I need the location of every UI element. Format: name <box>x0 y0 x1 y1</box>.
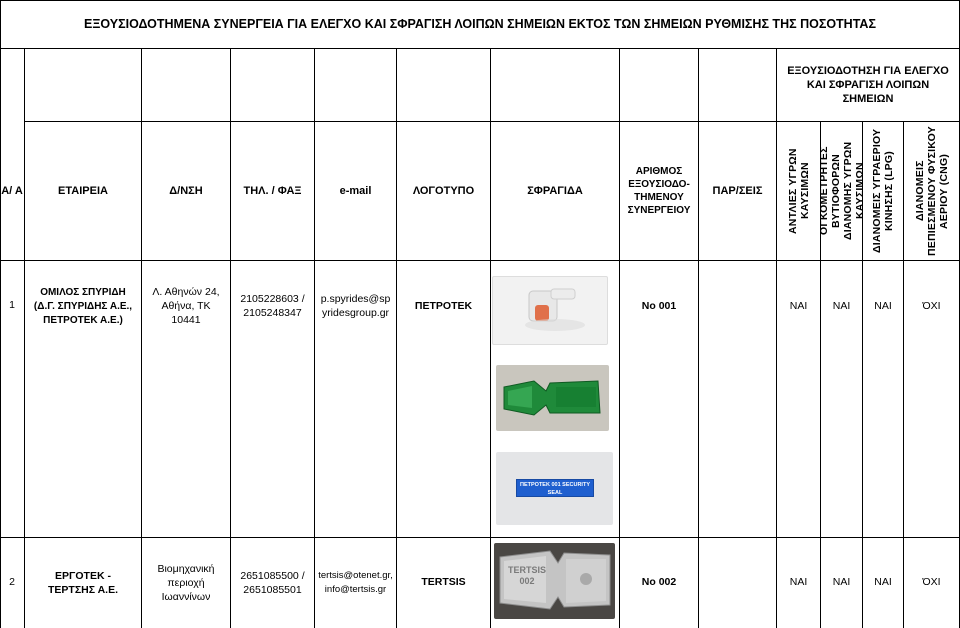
header-seal: ΣΦΡΑΓΙΔΑ <box>527 184 583 197</box>
header-branches: ΠΑΡ/ΣΕΙΣ <box>712 184 763 197</box>
row-lpg: ΝΑΙ <box>874 300 892 312</box>
header-number: ΑΡΙΘΜΟΣ ΕΞΟΥΣΙΟΔΟ-ΤΗΜΕΝΟΥ ΣΥΝΕΡΓΕΙΟΥ <box>627 165 691 216</box>
seal-photo-blue <box>496 452 613 525</box>
header-aa: Α/ Α <box>1 184 23 197</box>
row-email[interactable]: tertsis@otenet.gr, info@tertsis.gr <box>318 570 393 595</box>
header-logo: ΛΟΓΟΤΥΠΟ <box>412 184 475 197</box>
page-title: ΕΞΟΥΣΙΟΔΟΤΗΜΕΝΑ ΣΥΝΕΡΓΕΙΑ ΓΙΑ ΕΛΕΓΧΟ ΚΑΙ ΣΦΡΑΓΙΣΗ ΛΟΙΠΩΝ ΣΗΜΕΙΩΝ ΕΚΤΟΣ ΤΩΝ ΣΗΜΕΙΩΝ ΡΥΘΜΙΣΗΣ ΤΗΣ ΠΟΣΟΤΗΤΑΣ <box>84 17 876 31</box>
row-logo: ΠΕΤΡΟΤΕΚ <box>414 300 473 312</box>
header-pumps: ΑΝΤΛΙΕΣ ΥΓΡΩΝ ΚΑΥΣΙΜΩΝ <box>786 147 811 234</box>
row-lpg: ΝΑΙ <box>874 576 892 588</box>
silver-seal-label: TERTSIS 002 <box>507 565 546 586</box>
row-address: Βιομηχανική περιοχή Ιωαννίνων <box>157 563 215 603</box>
row-cng: ΌΧΙ <box>922 576 941 588</box>
row-email[interactable]: p.spyrides@spyridesgroup.gr <box>320 293 391 319</box>
row-number: Νο 001 <box>641 300 677 312</box>
row-pumps: ΝΑΙ <box>789 576 808 588</box>
header-meters-cell <box>817 121 866 260</box>
row-address: Λ. Αθηνών 24, Αθήνα, ΤΚ 10441 <box>152 286 220 326</box>
plastic-seal-drawing <box>493 277 607 344</box>
row-phone: 2651085500 / 2651085501 <box>240 570 305 596</box>
green-seal-drawing <box>496 365 609 431</box>
row-meters: ΝΑΙ <box>832 576 851 588</box>
seal-photo-plastic <box>492 276 608 345</box>
header-address: Δ/ΝΣΗ <box>169 184 203 197</box>
row-number: Νο 002 <box>641 576 677 588</box>
header-pumps-cell <box>777 121 820 260</box>
header-email: e-mail <box>339 184 372 197</box>
seal-photo-green <box>496 365 609 431</box>
header-lpg-cell <box>863 121 903 260</box>
row-aa: 1 <box>9 299 15 311</box>
header-cng: ΔΙΑΝΟΜΕΙΣ ΠΕΠΙΕΣΜΕΝΟΥ ΦΥΣΙΚΟΥ ΑΕΡΙΟΥ (CNG) <box>913 125 950 256</box>
seal-photo-silver <box>494 543 615 619</box>
blue-seal-label: ΠΕΤΡΟΤΕΚ 001 SECURITY SEAL <box>516 479 594 497</box>
row-company: ΟΜΙΛΟΣ ΣΠΥΡΙΔΗ (Δ.Γ. ΣΠΥΡΙΔΗΣ Α.Ε., ΠΕΤΡΟΤΕΚ Α.Ε.) <box>33 287 133 326</box>
row-aa: 2 <box>9 576 15 588</box>
row-logo: TERTSIS <box>421 576 466 588</box>
header-cng-cell <box>904 121 959 260</box>
header-company: ΕΤΑΙΡΕΙΑ <box>58 184 108 197</box>
row-meters: ΝΑΙ <box>832 300 851 312</box>
row-company: ΕΡΓΟΤΕΚ - ΤΕΡΤΣΗΣ Α.Ε. <box>48 570 118 596</box>
row-phone: 2105228603 / 2105248347 <box>240 293 305 319</box>
header-phone: ΤΗΛ. / ΦΑΞ <box>243 184 302 197</box>
authorization-group-header: ΕΞΟΥΣΙΟΔΟΤΗΣΗ ΓΙΑ ΕΛΕΓΧΟ ΚΑΙ ΣΦΡΑΓΙΣΗ ΛΟΙΠΩΝ ΣΗΜΕΙΩΝ <box>787 64 949 105</box>
header-lpg: ΔΙΑΝΟΜΕΙΣ ΥΓΡΑΕΡΙΟΥ ΚΙΝΗΣΗΣ (LPG) <box>871 128 895 253</box>
header-meters: ΟΓΚΟΜΕΤΡΗΤΕΣ ΒΥΤΙΟΦΟΡΩΝ ΔΙΑΝΟΜΗΣ ΥΓΡΩΝ ΚΑΥΣΙΜΩΝ <box>817 141 866 240</box>
row-cng: ΌΧΙ <box>922 300 941 312</box>
row-pumps: ΝΑΙ <box>789 300 808 312</box>
